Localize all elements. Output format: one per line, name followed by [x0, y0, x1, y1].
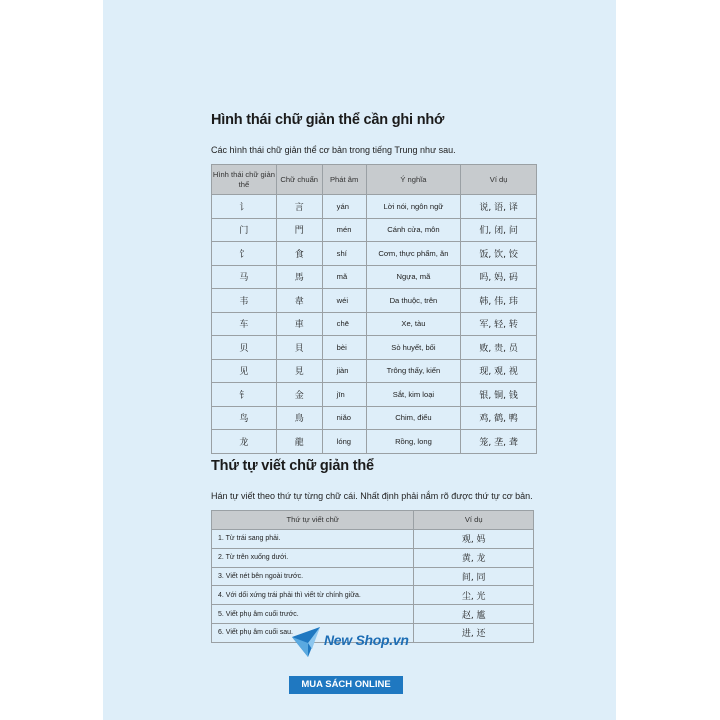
- examples: 吗, 妈, 码: [461, 265, 537, 289]
- meaning: Ngựa, mã: [366, 265, 461, 289]
- order-rule: 3. Viết nét bên ngoài trước.: [212, 567, 414, 586]
- pronunciation: chē: [322, 312, 366, 336]
- standard-form: 食: [276, 242, 322, 266]
- standard-form: 貝: [276, 336, 322, 360]
- simplified-form: 见: [212, 359, 277, 383]
- pronunciation: mén: [322, 218, 366, 242]
- standard-form: 車: [276, 312, 322, 336]
- examples: 鸡, 鹤, 鸭: [461, 406, 537, 430]
- standard-form: 金: [276, 383, 322, 407]
- table-row: [212, 567, 534, 586]
- col-header-pronunciation: Phát âm: [322, 165, 366, 195]
- order-rule: 6. Viết phụ âm cuối sau.: [212, 623, 414, 642]
- examples: 尘, 光: [414, 586, 534, 605]
- table-row: [212, 406, 537, 430]
- simplified-form: 饣: [212, 242, 277, 266]
- table-header-row: [212, 511, 534, 530]
- examples: 进, 还: [414, 623, 534, 642]
- standard-form: 龍: [276, 430, 322, 454]
- simplified-form: 鸟: [212, 406, 277, 430]
- examples: 间, 同: [414, 567, 534, 586]
- table-header-row: [212, 165, 537, 195]
- col-header-example: Ví dụ: [414, 511, 534, 530]
- pronunciation: niǎo: [322, 406, 366, 430]
- table-row: [212, 430, 537, 454]
- standard-form: 言: [276, 195, 322, 219]
- newshop-watermark: [286, 623, 409, 699]
- examples: 败, 贵, 员: [461, 336, 537, 360]
- meaning: Chim, điểu: [366, 406, 461, 430]
- pronunciation: jīn: [322, 383, 366, 407]
- simplified-form: 门: [212, 218, 277, 242]
- standard-form: 門: [276, 218, 322, 242]
- meaning: Trông thấy, kiến: [366, 359, 461, 383]
- col-header-example: Ví dụ: [461, 165, 537, 195]
- simplified-form: 韦: [212, 289, 277, 313]
- pronunciation: yán: [322, 195, 366, 219]
- examples: 们, 闭, 问: [461, 218, 537, 242]
- examples: 观, 妈: [414, 530, 534, 549]
- table-row: [212, 265, 537, 289]
- table-row: [212, 312, 537, 336]
- section2-intro: Hán tự viết theo thứ tự từng chữ cái. Nhất định phải nắm rõ được thứ tự cơ bản.: [211, 491, 533, 501]
- table-row: [212, 548, 534, 567]
- table-row: [212, 289, 537, 313]
- examples: 黄, 龙: [414, 548, 534, 567]
- examples: 军, 轻, 转: [461, 312, 537, 336]
- examples: 饭, 饮, 饺: [461, 242, 537, 266]
- table-row: [212, 530, 534, 549]
- simplified-form: 贝: [212, 336, 277, 360]
- col-header-meaning: Ý nghĩa: [366, 165, 461, 195]
- simplified-form: 钅: [212, 383, 277, 407]
- standard-form: 鳥: [276, 406, 322, 430]
- meaning: Sò huyết, bối: [366, 336, 461, 360]
- table-row: [212, 383, 537, 407]
- examples: 韩, 伟, 玮: [461, 289, 537, 313]
- standard-form: 見: [276, 359, 322, 383]
- table-row: [212, 605, 534, 624]
- examples: 笼, 垄, 聋: [461, 430, 537, 454]
- table-row: [212, 195, 537, 219]
- meaning: Rồng, long: [366, 430, 461, 454]
- meaning: Da thuộc, trên: [366, 289, 461, 313]
- brand-name: New Shop.vn: [324, 632, 409, 648]
- section1-heading: Hình thái chữ giản thể cần ghi nhớ: [211, 112, 445, 128]
- standard-form: 韋: [276, 289, 322, 313]
- order-rule: 4. Với dối xứng trái phải thì viết từ chính giữa.: [212, 586, 414, 605]
- simplified-form: 讠: [212, 195, 277, 219]
- standard-form: 馬: [276, 265, 322, 289]
- pronunciation: lóng: [322, 430, 366, 454]
- pronunciation: jiàn: [322, 359, 366, 383]
- pronunciation: mǎ: [322, 265, 366, 289]
- examples: 银, 铜, 钱: [461, 383, 537, 407]
- col-header-standard: Chữ chuẩn: [276, 165, 322, 195]
- brand-tagline: MUA SÁCH ONLINE: [289, 676, 403, 694]
- section1-intro: Các hình thái chữ giản thể cơ bản trong tiếng Trung như sau.: [211, 145, 456, 155]
- examples: 现, 观, 视: [461, 359, 537, 383]
- simplified-form: 马: [212, 265, 277, 289]
- pronunciation: bèi: [322, 336, 366, 360]
- simplified-forms-table: [211, 164, 537, 454]
- meaning: Lời nói, ngôn ngữ: [366, 195, 461, 219]
- meaning: Sắt, kim loại: [366, 383, 461, 407]
- simplified-form: 车: [212, 312, 277, 336]
- examples: 赵, 尴: [414, 605, 534, 624]
- meaning: Cơm, thực phẩm, ăn: [366, 242, 461, 266]
- col-header-form: Hình thái chữ giản thể: [212, 165, 277, 195]
- section2-heading: Thứ tự viết chữ giản thể: [211, 458, 374, 474]
- simplified-form: 龙: [212, 430, 277, 454]
- table-row: [212, 359, 537, 383]
- meaning: Cánh cửa, môn: [366, 218, 461, 242]
- order-rule: 1. Từ trái sang phải.: [212, 530, 414, 549]
- col-header-order: Thứ tự viết chữ: [212, 511, 414, 530]
- table-row: [212, 586, 534, 605]
- table-row: [212, 242, 537, 266]
- table-row: [212, 218, 537, 242]
- order-rule: 5. Viết phụ âm cuối trước.: [212, 605, 414, 624]
- pronunciation: shí: [322, 242, 366, 266]
- meaning: Xe, tàu: [366, 312, 461, 336]
- pronunciation: wéi: [322, 289, 366, 313]
- order-rule: 2. Từ trên xuống dưới.: [212, 548, 414, 567]
- examples: 说, 语, 译: [461, 195, 537, 219]
- table-row: [212, 336, 537, 360]
